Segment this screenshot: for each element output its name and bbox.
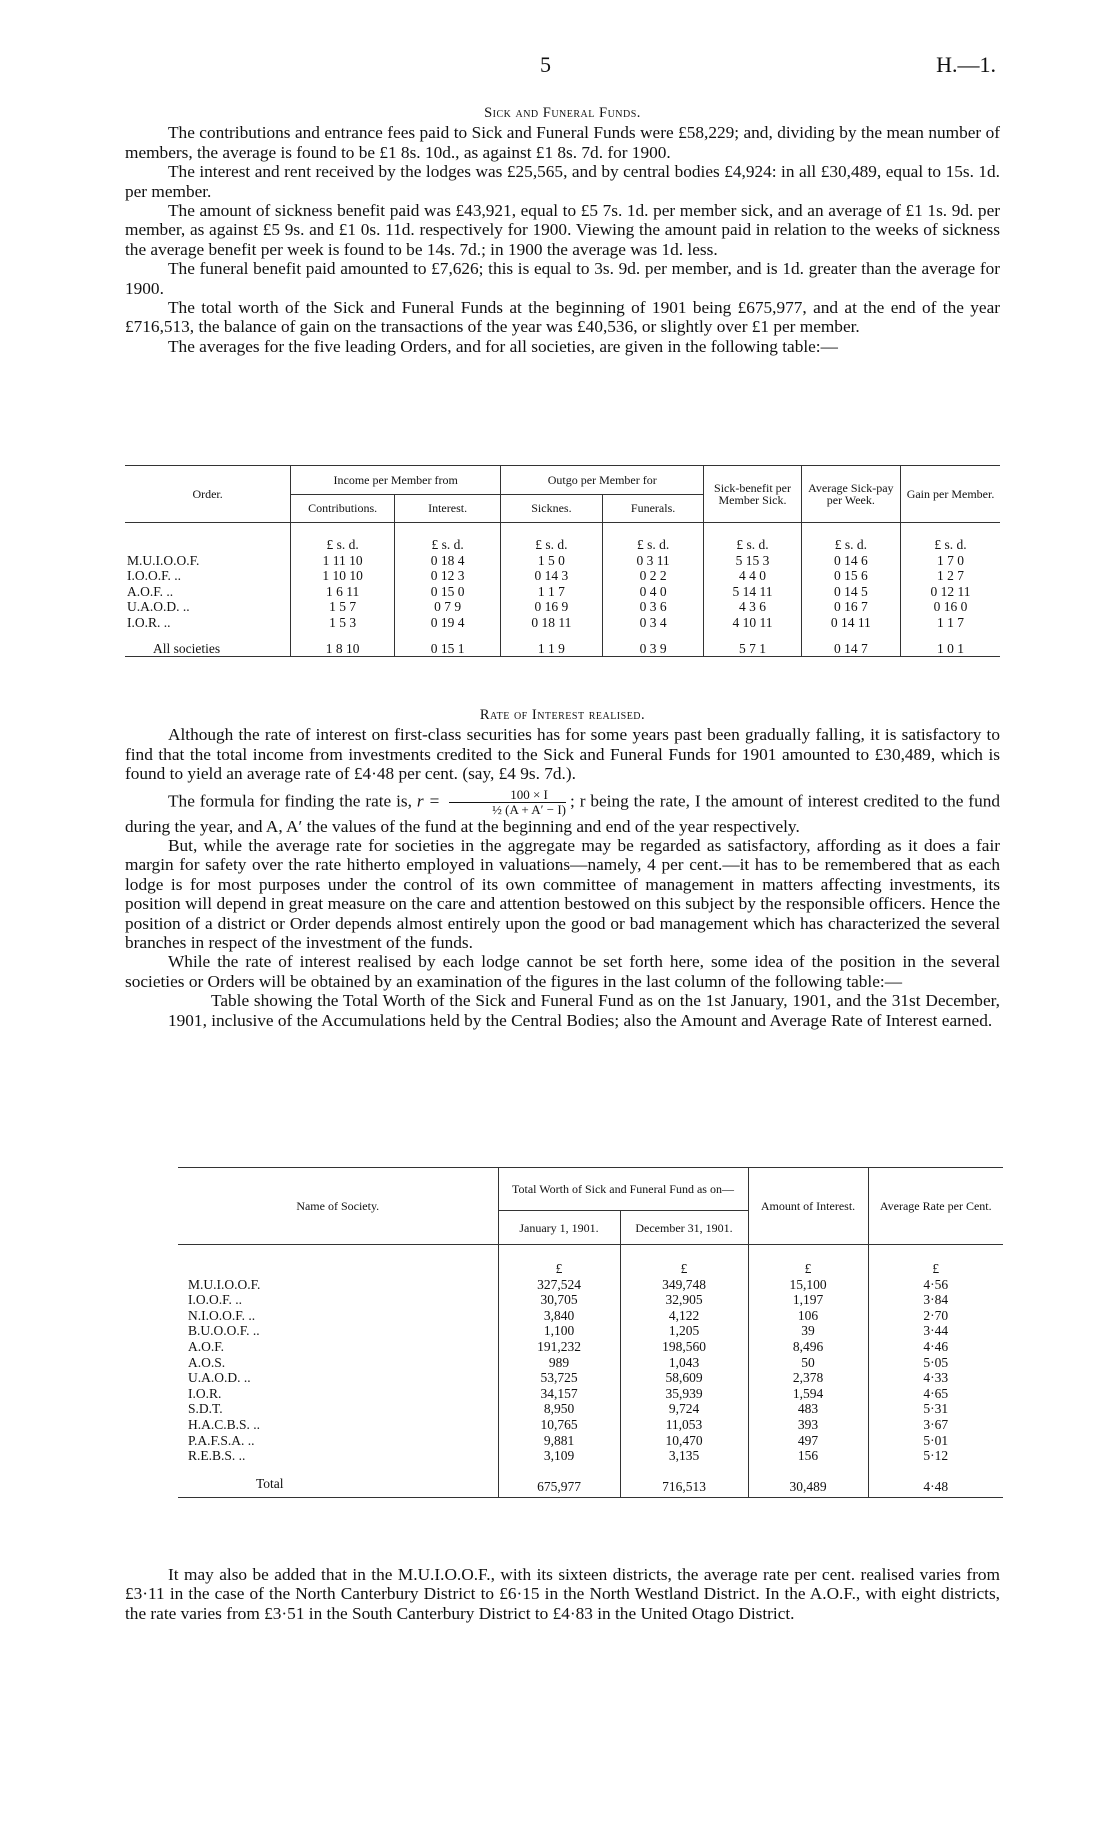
table-row xyxy=(178,1339,1003,1355)
society-name: H.A.C.B.S. .. xyxy=(178,1417,498,1433)
total-cell: 0 14 7 xyxy=(801,631,900,657)
col-header-gain: Gain per Member. xyxy=(906,487,995,501)
society-name: I.O.R. xyxy=(178,1386,498,1402)
table-row xyxy=(125,599,1000,615)
value-cell: 0 19 4 xyxy=(395,615,501,631)
paragraph: While the rate of interest realised by each lodge cannot be set forth here, some idea of the position in the several societies or Orders will be obtained by an examination of the figures in the last column of the following table:— xyxy=(125,952,1000,991)
value-cell: 4 3 6 xyxy=(704,599,801,615)
table-row xyxy=(125,568,1000,584)
order-name: M.U.I.O.O.F. xyxy=(125,553,291,569)
value-cell: 2·70 xyxy=(923,1307,949,1323)
value-cell: 1,043 xyxy=(620,1355,748,1371)
value-cell: 58,609 xyxy=(620,1370,748,1386)
value-cell: 1 2 7 xyxy=(937,568,965,584)
value-cell: 1 5 7 xyxy=(291,599,395,615)
value-cell: 5·01 xyxy=(923,1432,949,1448)
total-cell: 4·48 xyxy=(923,1478,949,1494)
value-cell: 0 18 11 xyxy=(501,615,603,631)
unit-label: £ xyxy=(748,1245,868,1277)
value-cell: 1,100 xyxy=(498,1323,620,1339)
value-cell: 0 15 0 xyxy=(395,584,501,600)
total-row-label: Total xyxy=(178,1464,498,1498)
value-cell: 1 1 7 xyxy=(501,584,603,600)
closing-section xyxy=(125,1565,1000,1623)
value-cell: 3,109 xyxy=(498,1448,620,1464)
value-cell: 393 xyxy=(748,1417,868,1433)
total-cell: 1 0 1 xyxy=(937,640,965,656)
value-cell: 3·84 xyxy=(923,1292,949,1308)
value-cell: 0 12 11 xyxy=(930,583,971,599)
unit-label: £ s. d. xyxy=(291,523,395,553)
society-name: I.O.O.F. .. xyxy=(178,1292,498,1308)
value-cell: 5·12 xyxy=(923,1448,949,1464)
value-cell: 9,724 xyxy=(620,1401,748,1417)
value-cell: 3,135 xyxy=(620,1448,748,1464)
value-cell: 989 xyxy=(498,1355,620,1371)
col-header-sick-benefit: Sick-benefit per Member Sick. xyxy=(704,466,801,523)
col-header-worth: Total Worth of Sick and Funeral Fund as on— xyxy=(498,1168,748,1211)
value-cell: 8,496 xyxy=(748,1339,868,1355)
unit-label: £ s. d. xyxy=(704,523,801,553)
value-cell: 106 xyxy=(748,1308,868,1324)
value-cell: 4·56 xyxy=(923,1276,949,1292)
table-row xyxy=(178,1308,1003,1324)
value-cell: 483 xyxy=(748,1401,868,1417)
total-cell: 5 7 1 xyxy=(704,631,801,657)
table-row xyxy=(178,1417,1003,1433)
formula-numerator: 100 × I xyxy=(449,788,566,803)
total-row-label: All societies xyxy=(125,631,291,657)
value-cell: 3,840 xyxy=(498,1308,620,1324)
formula-paragraph xyxy=(125,788,1000,836)
value-cell: 1 5 3 xyxy=(291,615,395,631)
total-cell: 1 8 10 xyxy=(291,631,395,657)
value-cell: 1,197 xyxy=(748,1292,868,1308)
page-number: 5 xyxy=(540,52,551,77)
orders-averages-table xyxy=(125,465,1000,661)
society-name: P.A.F.S.A. .. xyxy=(178,1433,498,1449)
table-row xyxy=(178,1323,1003,1339)
table-row xyxy=(125,553,1000,569)
table-row xyxy=(125,615,1000,631)
value-cell: 4 10 11 xyxy=(704,615,801,631)
unit-label: £ xyxy=(620,1245,748,1277)
society-name: M.U.I.O.O.F. xyxy=(178,1277,498,1293)
value-cell: 5·05 xyxy=(923,1354,949,1370)
value-cell: 327,524 xyxy=(498,1277,620,1293)
value-cell: 1 5 0 xyxy=(501,553,603,569)
col-header-funerals: Funerals. xyxy=(602,494,704,523)
value-cell: 4·33 xyxy=(923,1370,949,1386)
value-cell: 5·31 xyxy=(923,1401,949,1417)
value-cell: 1,594 xyxy=(748,1386,868,1402)
value-cell: 1 11 10 xyxy=(291,553,395,569)
formula-denominator: ½ (A + A′ − I) xyxy=(492,801,566,817)
col-header-outgo: Outgo per Member for xyxy=(501,466,704,495)
value-cell: 1 1 7 xyxy=(937,614,965,630)
col-header-income: Income per Member from xyxy=(291,466,501,495)
col-header-dec: December 31, 1901. xyxy=(620,1211,748,1245)
value-cell: 4 4 0 xyxy=(704,568,801,584)
order-name: A.O.F. .. xyxy=(125,584,291,600)
value-cell: 32,905 xyxy=(620,1292,748,1308)
paragraph: The interest and rent received by the lodges was £25,565, and by central bodies £4,924: in all £30,489, equal to 15s. 1d. per member. xyxy=(125,162,1000,201)
value-cell: 0 16 9 xyxy=(501,599,603,615)
col-header-sickness: Sicknes. xyxy=(501,494,603,523)
paragraph: The contributions and entrance fees paid to Sick and Funeral Funds were £58,229; and, dividing by the mean number of members, the average is found to be £1 8s. 10d., as against £1 8s. 7d. for 1900. xyxy=(125,123,1000,162)
table-row xyxy=(178,1401,1003,1417)
total-cell: 675,977 xyxy=(498,1464,620,1498)
value-cell: 0 12 3 xyxy=(395,568,501,584)
closing-paragraph: It may also be added that in the M.U.I.O.O.F., with its sixteen districts, the average rate per cent. realised varies from £3·11 in the case of the North Canterbury District to £6·15 in the North Westland District. In the A.O.F., with eight districts, the rate varies from £3·51 in the South Canterbury District to £4·83 in the United Otago District. xyxy=(125,1565,1000,1623)
value-cell: 0 16 7 xyxy=(801,599,900,615)
col-header-interest: Interest. xyxy=(395,494,501,523)
unit-label: £ xyxy=(498,1245,620,1277)
paragraph: Although the rate of interest on first-class securities has for some years past been gradually falling, it is satisfactory to find that the total income from investments credited to the Sick and Funeral Funds for 1901 amounted to £30,489, which is found to yield an average rate of £4·48 per cent. (say, £4 9s. 7d.). xyxy=(125,725,1000,784)
formula-explanation: ; r being the rate, I the amount of interest credited to the fund during the year, and A, A′ the values of the fund at the beginning and end of the year respectively. xyxy=(125,791,1000,836)
value-cell: 349,748 xyxy=(620,1277,748,1293)
value-cell: 1 7 0 xyxy=(937,552,965,568)
value-cell: 0 14 6 xyxy=(801,553,900,569)
society-name: U.A.O.D. .. xyxy=(178,1370,498,1386)
col-header-order: Order. xyxy=(125,466,291,523)
value-cell: 9,881 xyxy=(498,1433,620,1449)
table-row xyxy=(178,1277,1003,1293)
order-name: I.O.R. .. xyxy=(125,615,291,631)
paragraph: The funeral benefit paid amounted to £7,626; this is equal to 3s. 9d. per member, and is 1d. greater than the average for 1900. xyxy=(125,259,1000,298)
value-cell: 0 16 0 xyxy=(933,599,968,615)
order-name: U.A.O.D. .. xyxy=(125,599,291,615)
unit-label: £ s. d. xyxy=(934,537,967,552)
order-name: I.O.O.F. .. xyxy=(125,568,291,584)
value-cell: 15,100 xyxy=(748,1277,868,1293)
section-heading: Rate of Interest realised. xyxy=(479,707,646,723)
value-cell: 39 xyxy=(748,1323,868,1339)
total-cell: 0 15 1 xyxy=(395,631,501,657)
value-cell: 4·46 xyxy=(923,1338,949,1354)
society-name: N.I.O.O.F. .. xyxy=(178,1308,498,1324)
col-header-contributions: Contributions. xyxy=(291,494,395,523)
document-reference: H.—1. xyxy=(936,52,996,77)
value-cell: 3·67 xyxy=(923,1416,949,1432)
table-row xyxy=(178,1386,1003,1402)
section-heading: Sick and Funeral Funds. xyxy=(484,105,641,121)
society-name: B.U.O.O.F. .. xyxy=(178,1323,498,1339)
section-sick-funeral xyxy=(125,104,1000,356)
col-header-society: Name of Society. xyxy=(178,1168,498,1245)
unit-label: £ s. d. xyxy=(501,523,603,553)
society-name: A.O.F. xyxy=(178,1339,498,1355)
paragraph: But, while the average rate for societies in the aggregate may be regarded as satisfactory, affording as it does a fair margin for safety over the rate hitherto employed in valuations—namely, 4 per cent.—it has to be remembered that as each lodge is for most purposes under the control of its own committee of management in matters affecting investments, its position will depend in great measure on the care and attention bestowed on this subject by the responsible officers. Hence the position of a district or Order depends almost entirely upon the good or bad management which has characterized the several branches in respect of the investment of the funds. xyxy=(125,836,1000,953)
value-cell: 0 15 6 xyxy=(801,568,900,584)
table-row xyxy=(125,584,1000,600)
value-cell: 3·44 xyxy=(923,1323,949,1339)
value-cell: 191,232 xyxy=(498,1339,620,1355)
formula-lhs: r = xyxy=(416,791,441,811)
value-cell: 53,725 xyxy=(498,1370,620,1386)
value-cell: 1 6 11 xyxy=(291,584,395,600)
value-cell: 11,053 xyxy=(620,1417,748,1433)
unit-label: £ s. d. xyxy=(801,523,900,553)
value-cell: 0 3 6 xyxy=(602,599,704,615)
table-row xyxy=(178,1448,1003,1464)
value-cell: 198,560 xyxy=(620,1339,748,1355)
total-cell: 30,489 xyxy=(748,1464,868,1498)
page-header xyxy=(0,52,1114,82)
value-cell: 5 14 11 xyxy=(704,584,801,600)
value-cell: 50 xyxy=(748,1355,868,1371)
total-cell: 1 1 9 xyxy=(501,631,603,657)
value-cell: 0 18 4 xyxy=(395,553,501,569)
table-row xyxy=(178,1292,1003,1308)
col-header-amount: Amount of Interest. xyxy=(748,1168,868,1245)
value-cell: 5 15 3 xyxy=(704,553,801,569)
col-header-rate: Average Rate per Cent. xyxy=(879,1199,992,1213)
society-name: A.O.S. xyxy=(178,1355,498,1371)
table-caption: Table showing the Total Worth of the Sick and Funeral Fund as on the 1st January, 1901, and the 31st December, 1901, inclusive of the Accumulations held by the Central Bodies; also the Amount and Average Rate of Interest earned. xyxy=(168,991,1000,1030)
value-cell: 1,205 xyxy=(620,1323,748,1339)
paragraph: The averages for the five leading Orders, and for all societies, are given in the following table:— xyxy=(168,336,838,356)
value-cell: 4·65 xyxy=(923,1385,949,1401)
value-cell: 0 14 5 xyxy=(801,584,900,600)
value-cell: 0 4 0 xyxy=(602,584,704,600)
value-cell: 4,122 xyxy=(620,1308,748,1324)
table-row xyxy=(178,1355,1003,1371)
value-cell: 34,157 xyxy=(498,1386,620,1402)
section-rate-of-interest xyxy=(125,706,1000,1030)
value-cell: 0 14 3 xyxy=(501,568,603,584)
table-row xyxy=(178,1370,1003,1386)
value-cell: 2,378 xyxy=(748,1370,868,1386)
unit-label: £ s. d. xyxy=(395,523,501,553)
value-cell: 8,950 xyxy=(498,1401,620,1417)
value-cell: 497 xyxy=(748,1433,868,1449)
paragraph: The total worth of the Sick and Funeral Funds at the beginning of 1901 being £675,977, and at the end of the year £716,513, the balance of gain on the transactions of the year was £40,536, or slightly over £1 per member. xyxy=(125,298,1000,337)
paragraph: The amount of sickness benefit paid was £43,921, equal to £5 7s. 1d. per member sick, and an average of £1 1s. 9d. per member, as against £5 9s. and £1 0s. 11d. respectively for 1900. Viewing the amount paid in relation to the weeks of sickness the average benefit per week is found to be 14s. 7d.; in 1900 the average was 1d. less. xyxy=(125,201,1000,259)
formula-intro: The formula for finding the rate is, xyxy=(168,791,412,811)
value-cell: 0 7 9 xyxy=(395,599,501,615)
col-header-jan: January 1, 1901. xyxy=(498,1211,620,1245)
society-name: R.E.B.S. .. xyxy=(178,1448,498,1464)
society-name: S.D.T. xyxy=(178,1401,498,1417)
value-cell: 30,705 xyxy=(498,1292,620,1308)
value-cell: 0 2 2 xyxy=(602,568,704,584)
table-row xyxy=(178,1433,1003,1449)
total-cell: 0 3 9 xyxy=(602,631,704,657)
value-cell: 0 3 4 xyxy=(602,615,704,631)
value-cell: 0 3 11 xyxy=(602,553,704,569)
value-cell: 0 14 11 xyxy=(801,615,900,631)
value-cell: 35,939 xyxy=(620,1386,748,1402)
rate-formula xyxy=(449,788,566,817)
value-cell: 10,765 xyxy=(498,1417,620,1433)
value-cell: 10,470 xyxy=(620,1433,748,1449)
total-worth-table xyxy=(178,1167,1003,1502)
value-cell: 1 10 10 xyxy=(291,568,395,584)
unit-label: £ s. d. xyxy=(602,523,704,553)
unit-label: £ xyxy=(932,1261,940,1276)
value-cell: 156 xyxy=(748,1448,868,1464)
total-cell: 716,513 xyxy=(620,1464,748,1498)
col-header-avg-sick-pay: Average Sick-pay per Week. xyxy=(801,466,900,523)
